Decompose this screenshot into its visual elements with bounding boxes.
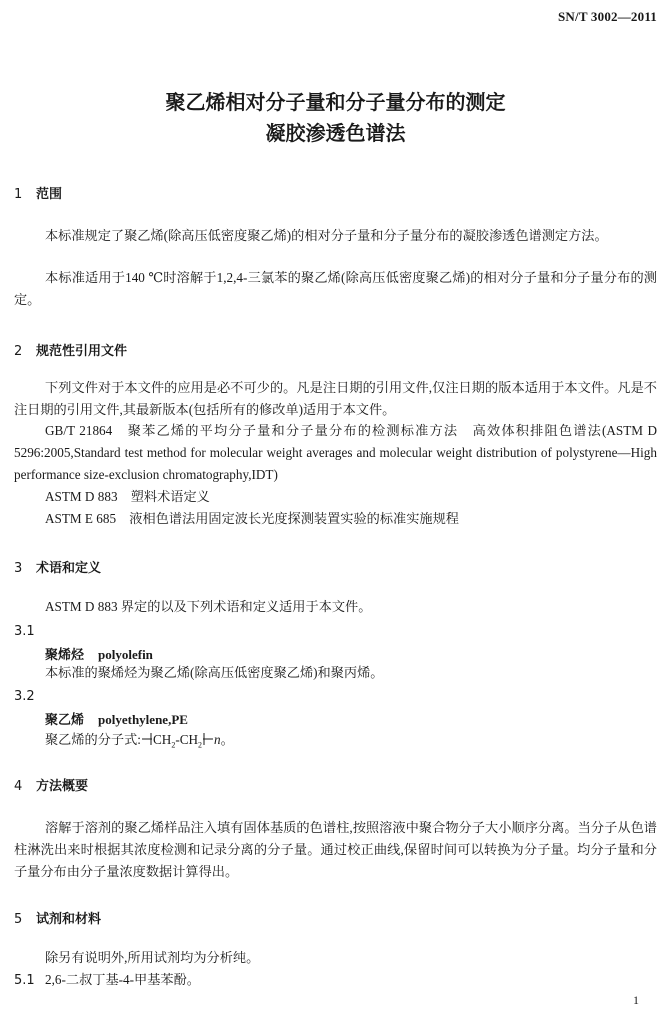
document-title-line-2: 凝胶渗透色谱法: [265, 121, 406, 145]
section-heading-5: [14, 908, 101, 927]
section-heading-3: [14, 557, 101, 576]
term-3-1-definition: 本标准的聚烯烃为聚乙烯(除高压低密度聚乙烯)和聚丙烯。: [45, 665, 384, 680]
formula-ch2-b: CH: [179, 732, 199, 747]
formula-ch2-a: CH: [152, 732, 172, 747]
section-heading-1: [14, 183, 62, 202]
term-number-3-2: 3.2: [14, 689, 35, 704]
section-number: 2: [14, 344, 23, 359]
normative-reference-astm-d883: ASTM D 883 塑料术语定义: [45, 489, 210, 504]
standard-number: SN/T 3002—2011: [558, 9, 657, 24]
term-3-2: [45, 709, 188, 728]
term-number-3-1: 3.1: [14, 624, 35, 639]
formula-subscript-a: 2: [171, 740, 176, 750]
term-english: polyethylene,PE: [98, 712, 188, 727]
formula-prefix: 聚乙烯的分子式:: [45, 732, 141, 747]
page-number: 1: [633, 993, 639, 1007]
section-heading-2: [14, 340, 127, 359]
formula-subscript-b: 2: [198, 740, 203, 750]
section-number: 1: [14, 187, 23, 202]
section-heading-4: [14, 775, 88, 794]
term-3-2-formula: [45, 729, 234, 757]
formula-dash: -: [175, 732, 180, 747]
normative-reference-astm-e685: ASTM E 685 液相色谱法用固定波长光度探测装置实验的标准实施规程: [45, 511, 459, 526]
formula-end: 。: [220, 732, 234, 747]
reagent-5-1: [14, 969, 200, 992]
formula-n: n: [214, 732, 221, 747]
scope-paragraph-1: 本标准规定了聚乙烯(除高压低密度聚乙烯)的相对分子量和分子量分布的凝胶渗透色谱测定方法。: [45, 228, 608, 243]
method-summary-paragraph: 溶解于溶剂的聚乙烯样品注入填有固体基质的色谱柱,按照溶液中聚合物分子大小顺序分离。当分子从色谱柱淋洗出来时根据其浓度检测和记录分离的分子量。通过校正曲线,保留时间可以转换为分子量。均分子量和分子量分布由分子量浓度数据计算得出。: [14, 820, 657, 879]
bracket-right-icon: [202, 732, 214, 746]
term-english: polyolefin: [98, 647, 153, 662]
term-chinese: 聚烯烃: [45, 648, 85, 663]
scope-paragraph-2: 本标准适用于140 ℃时溶解于1,2,4-三氯苯的聚乙烯(除高压低密度聚乙烯)的相对分子量和分子量分布的测定。: [14, 270, 657, 307]
reagents-intro: 除另有说明外,所用试剂均为分析纯。: [45, 950, 260, 965]
section-title: 范围: [36, 187, 63, 202]
term-chinese: 聚乙烯: [45, 713, 85, 728]
document-title-line-1: 聚乙烯相对分子量和分子量分布的测定: [165, 90, 506, 114]
section-number: 4: [14, 779, 23, 794]
normative-paragraph-1: 下列文件对于本文件的应用是必不可少的。凡是注日期的引用文件,仅注日期的版本适用于本文件。凡是不注日期的引用文件,其最新版本(包括所有的修改单)适用于本文件。: [14, 380, 657, 417]
reagent-number: 5.1: [14, 973, 35, 988]
section-number: 3: [14, 561, 23, 576]
section-number: 5: [14, 912, 23, 927]
normative-reference-gbt21864: GB/T 21864 聚苯乙烯的平均分子量和分子量分布的检测标准方法 高效体积排阻色谱法(ASTM D 5296:2005,Standard test method for molecular weight averages and molecular weight distribution of polystyrene—High performance size-exclusion chromatography,IDT): [14, 423, 657, 482]
bracket-left-icon: [141, 732, 153, 746]
section-title: 术语和定义: [36, 561, 102, 576]
terms-intro: ASTM D 883 界定的以及下列术语和定义适用于本文件。: [45, 599, 372, 614]
section-title: 试剂和材料: [36, 912, 102, 927]
reagent-text: 2,6-二叔丁基-4-甲基苯酚。: [45, 972, 200, 987]
term-3-1: [45, 644, 153, 663]
section-title: 方法概要: [36, 779, 89, 794]
section-title: 规范性引用文件: [36, 344, 128, 359]
